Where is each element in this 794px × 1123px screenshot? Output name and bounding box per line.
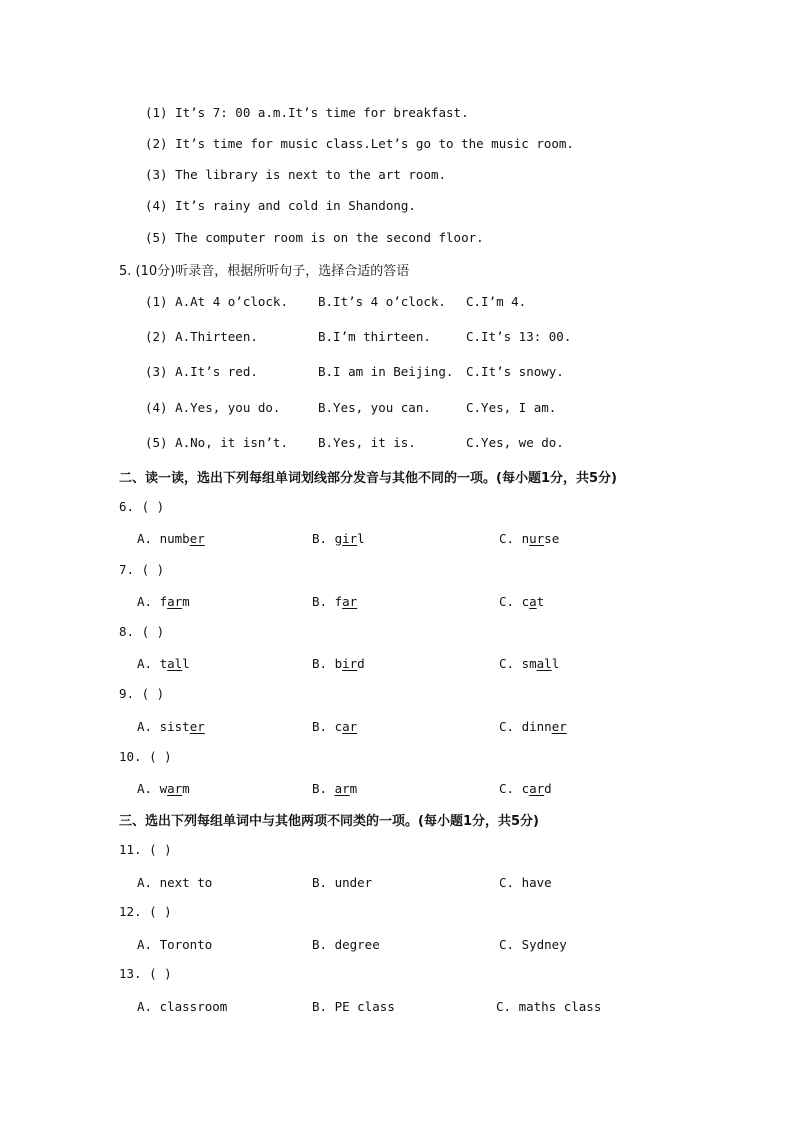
- q7-option-b: B. far: [312, 594, 358, 609]
- q9-number: 9. ( ): [119, 686, 165, 701]
- q5-3-option-b: B.I am in Beijing.: [318, 364, 454, 379]
- q13-option-c: C. maths class: [496, 999, 602, 1014]
- q8-option-b: B. bird: [312, 656, 365, 671]
- q11-option-b: B. under: [312, 875, 373, 890]
- q5-title: 5. (10分)听录音，根据所听句子，选择合适的答语: [119, 264, 410, 279]
- q10-number: 10. ( ): [119, 749, 172, 764]
- q6-option-c: C. nurse: [499, 531, 560, 546]
- listening-sentence-3: (3) The library is next to the art room.: [145, 167, 447, 182]
- listening-sentence-4: (4) It’s rainy and cold in Shandong.: [145, 198, 416, 213]
- section2-title: 二、读一读，选出下列每组单词划线部分发音与其他不同的一项。(每小题1分，共5分): [119, 471, 617, 486]
- q5-5-option-b: B.Yes, it is.: [318, 435, 416, 450]
- q5-1-option-c: C.I’m 4.: [466, 294, 527, 309]
- q10-option-a: A. warm: [137, 781, 190, 796]
- listening-sentence-1: (1) It’s 7: 00 a.m.It’s time for breakfast.: [145, 105, 469, 120]
- q5-2-option-a: (2) A.Thirteen.: [145, 329, 258, 344]
- q5-3-option-a: (3) A.It’s red.: [145, 364, 258, 379]
- section3-title: 三、选出下列每组单词中与其他两项不同类的一项。(每小题1分，共5分): [119, 814, 539, 829]
- listening-sentence-5: (5) The computer room is on the second floor.: [145, 230, 484, 245]
- q5-2-option-b: B.I’m thirteen.: [318, 329, 431, 344]
- q6-option-a: A. number: [137, 531, 205, 546]
- q12-option-b: B. degree: [312, 937, 380, 952]
- listening-sentence-2: (2) It’s time for music class.Let’s go to the music room.: [145, 136, 574, 151]
- q7-option-c: C. cat: [499, 594, 545, 609]
- q5-3-option-c: C.It’s snowy.: [466, 364, 564, 379]
- q12-option-a: A. Toronto: [137, 937, 213, 952]
- q9-option-b: B. car: [312, 719, 358, 734]
- q9-option-a: A. sister: [137, 719, 205, 734]
- q5-4-option-c: C.Yes, I am.: [466, 400, 557, 415]
- q10-option-b: B. arm: [312, 781, 358, 796]
- q8-option-a: A. tall: [137, 656, 190, 671]
- q6-number: 6. ( ): [119, 499, 165, 514]
- q5-4-option-a: (4) A.Yes, you do.: [145, 400, 281, 415]
- q10-option-c: C. card: [499, 781, 552, 796]
- q5-1-option-b: B.It’s 4 o’clock.: [318, 294, 446, 309]
- q11-number: 11. ( ): [119, 842, 172, 857]
- q7-option-a: A. farm: [137, 594, 190, 609]
- q5-5-option-a: (5) A.No, it isn’t.: [145, 435, 288, 450]
- q11-option-c: C. have: [499, 875, 552, 890]
- q11-option-a: A. next to: [137, 875, 213, 890]
- q5-2-option-c: C.It’s 13: 00.: [466, 329, 572, 344]
- q5-5-option-c: C.Yes, we do.: [466, 435, 564, 450]
- q12-number: 12. ( ): [119, 904, 172, 919]
- q13-option-b: B. PE class: [312, 999, 395, 1014]
- q8-number: 8. ( ): [119, 624, 165, 639]
- q12-option-c: C. Sydney: [499, 937, 567, 952]
- q6-option-b: B. girl: [312, 531, 365, 546]
- q5-1-option-a: (1) A.At 4 o’clock.: [145, 294, 288, 309]
- q13-option-a: A. classroom: [137, 999, 228, 1014]
- q8-option-c: C. small: [499, 656, 560, 671]
- q9-option-c: C. dinner: [499, 719, 567, 734]
- q13-number: 13. ( ): [119, 966, 172, 981]
- q7-number: 7. ( ): [119, 562, 165, 577]
- q5-4-option-b: B.Yes, you can.: [318, 400, 431, 415]
